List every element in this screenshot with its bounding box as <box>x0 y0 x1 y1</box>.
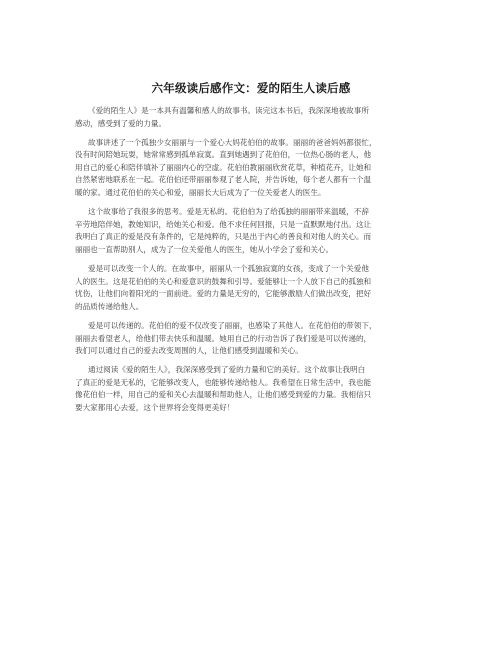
paragraph-6 <box>75 364 435 414</box>
paragraph-line: 我们可以通过自己的爱去改变周围的人，让他们感受到温暖和关心。 <box>75 346 303 356</box>
paragraph-5 <box>75 320 435 358</box>
paragraph-line: 感动，感受到了爱的力量。 <box>75 118 167 128</box>
paragraph-line: 爱是可以传递的。花伯伯的爱不仅改变了丽丽，也感染了其他人。在花伯伯的带领下， <box>88 320 377 330</box>
paragraph-line: 用自己的爱心和陪伴填补了丽丽内心的空虚。花伯伯教丽丽欣赏花草，种植花卉，让她和 <box>75 162 372 172</box>
paragraph-line: 忧伤，让他们向着阳光的一面前进。爱的力量是无穷的，它能够激励人们做出改变，把好 <box>75 289 372 299</box>
paragraph-line: 像花伯伯一样，用自己的爱和关心去温暖和帮助他人，让他们感受到爱的力量。我相信只 <box>75 390 372 400</box>
paragraph-line: 辛劳地陪伴她，教她知识，给她关心和爱。他不求任何回报，只是一直默默地付出。这让 <box>75 219 372 229</box>
paragraph-line: 丽丽也一直帮助别人，成为了一位关爱他人的医生，她从小学会了爱和关心。 <box>75 244 334 254</box>
paragraph-line: 通过阅读《爱的陌生人》，我深深感受到了爱的力量和它的美好。这个故事让我明白 <box>88 365 366 375</box>
paragraph-line: 暖的家。通过花伯伯的关心和爱，丽丽长大后成为了一位关爱老人的医生。 <box>75 188 326 198</box>
paragraph-line: 《爱的陌生人》是一本具有温馨和感人的故事书。读完这本书后，我深深地被故事所 <box>88 106 369 115</box>
paragraph-line: 的品质传递给他人。 <box>75 301 144 311</box>
paragraph-line: 我明白了真正的爱是没有条件的，它是纯粹的，只是出于内心的善良和对他人的关心。而 <box>75 232 372 242</box>
paragraph-1 <box>75 105 435 130</box>
paragraph-line: 人的医生。这是花伯伯的关心和爱意识的鼓舞和引导。爱能够让一个人放下自己的孤独和 <box>75 276 372 286</box>
paragraph-line: 了真正的爱是无私的，它能够改变人，也能够传递给他人。我希望在日常生活中，我也能 <box>75 377 372 387</box>
document-title: 六年级读后感作文：爱的陌生人读后感 <box>151 81 351 95</box>
paragraph-line: 没有时间陪她玩耍，她常常感到孤单寂寞。直到她遇到了花伯伯，一位热心肠的老人，他 <box>75 150 372 160</box>
paragraph-line: 自然紧密地联系在一起。花伯伯还带丽丽参观了老人院，并告诉她，每个老人都有一个温 <box>75 175 372 185</box>
paragraph-3 <box>75 206 435 256</box>
paragraph-line: 这个故事给了我很多的思考。爱是无私的。花伯伯为了给孤独的丽丽带来温暖，不辞 <box>88 207 369 217</box>
paragraph-line: 爱是可以改变一个人的。在故事中，丽丽从一个孤独寂寞的女孩，变成了一个关爱他 <box>88 264 369 274</box>
paragraph-2 <box>75 137 435 200</box>
document-body <box>75 105 435 421</box>
paragraph-4 <box>75 263 435 313</box>
paragraph-line: 故事讲述了一个孤独少女丽丽与一个爱心大妈花伯伯的故事。丽丽的爸爸妈妈都很忙， <box>88 137 377 147</box>
paragraph-line: 丽丽去看望老人，给他们带去快乐和温暖。她用自己的行动告诉了我们爱是可以传递的， <box>75 333 372 343</box>
paragraph-line: 要大家都用心去爱，这个世界将会变得更美好！ <box>75 402 235 412</box>
